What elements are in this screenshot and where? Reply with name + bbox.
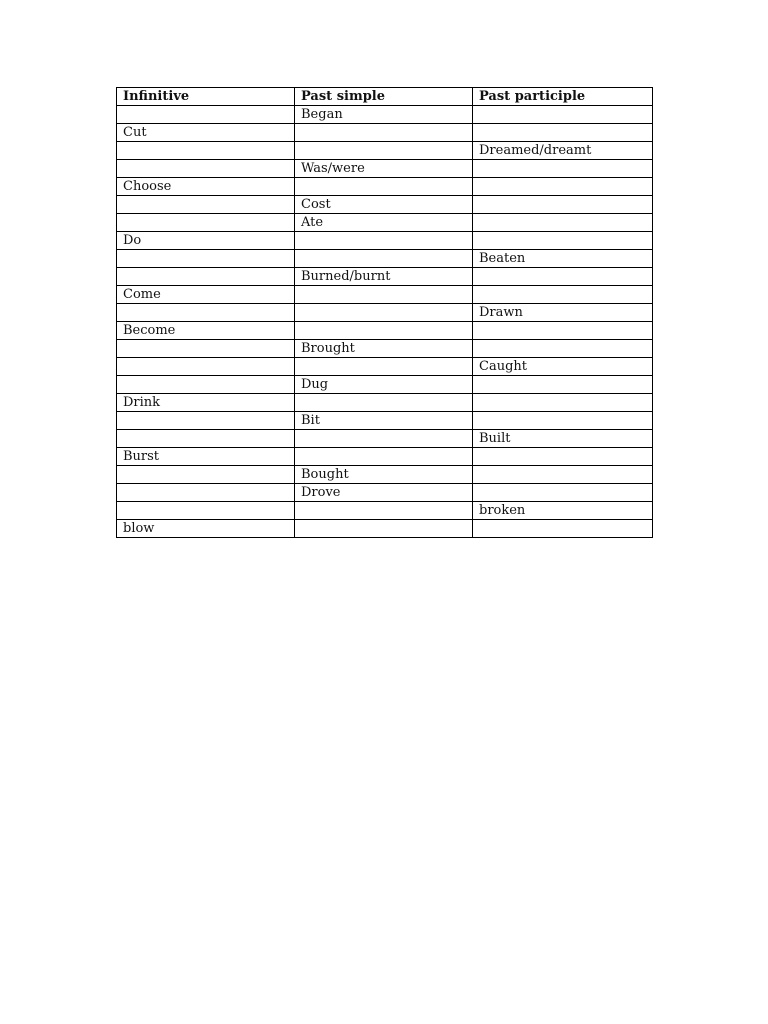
- past-simple-cell: Brought: [295, 340, 473, 358]
- header-past-participle: Past participle: [473, 88, 653, 106]
- infinitive-cell: [117, 502, 295, 520]
- past-simple-cell: Began: [295, 106, 473, 124]
- past-participle-cell: broken: [473, 502, 653, 520]
- past-participle-cell: [473, 322, 653, 340]
- infinitive-cell: [117, 196, 295, 214]
- infinitive-cell: [117, 358, 295, 376]
- infinitive-cell: Choose: [117, 178, 295, 196]
- past-participle-cell: [473, 106, 653, 124]
- past-participle-cell: [473, 124, 653, 142]
- past-simple-cell: Ate: [295, 214, 473, 232]
- infinitive-cell: Come: [117, 286, 295, 304]
- infinitive-cell: Become: [117, 322, 295, 340]
- past-participle-cell: [473, 178, 653, 196]
- infinitive-cell: [117, 106, 295, 124]
- infinitive-cell: [117, 376, 295, 394]
- infinitive-cell: Drink: [117, 394, 295, 412]
- table-row: [117, 322, 653, 340]
- past-simple-cell: [295, 232, 473, 250]
- past-participle-cell: [473, 268, 653, 286]
- infinitive-cell: [117, 412, 295, 430]
- past-simple-cell: Bought: [295, 466, 473, 484]
- past-participle-cell: [473, 214, 653, 232]
- past-simple-cell: Burned/burnt: [295, 268, 473, 286]
- table-row: [117, 466, 653, 484]
- table-row: [117, 106, 653, 124]
- past-participle-cell: [473, 160, 653, 178]
- past-simple-cell: [295, 448, 473, 466]
- past-simple-cell: [295, 142, 473, 160]
- infinitive-cell: Cut: [117, 124, 295, 142]
- past-simple-cell: Was/were: [295, 160, 473, 178]
- table-row: [117, 358, 653, 376]
- past-simple-cell: Drove: [295, 484, 473, 502]
- past-simple-cell: Dug: [295, 376, 473, 394]
- table-row: [117, 340, 653, 358]
- infinitive-cell: [117, 250, 295, 268]
- past-participle-cell: Caught: [473, 358, 653, 376]
- past-participle-cell: [473, 376, 653, 394]
- past-participle-cell: [473, 466, 653, 484]
- infinitive-cell: [117, 430, 295, 448]
- infinitive-cell: Do: [117, 232, 295, 250]
- past-simple-cell: [295, 520, 473, 538]
- table-row: [117, 376, 653, 394]
- table-header: [117, 88, 653, 106]
- infinitive-cell: [117, 214, 295, 232]
- header-row: [117, 88, 653, 106]
- infinitive-cell: [117, 484, 295, 502]
- header-past-simple: Past simple: [295, 88, 473, 106]
- past-simple-cell: [295, 250, 473, 268]
- past-simple-cell: [295, 178, 473, 196]
- past-participle-cell: [473, 196, 653, 214]
- table-row: [117, 160, 653, 178]
- past-participle-cell: [473, 286, 653, 304]
- past-simple-cell: [295, 322, 473, 340]
- table-row: [117, 286, 653, 304]
- table-row: [117, 232, 653, 250]
- table-row: [117, 196, 653, 214]
- past-participle-cell: [473, 412, 653, 430]
- past-participle-cell: Drawn: [473, 304, 653, 322]
- table-body: [117, 106, 653, 538]
- infinitive-cell: [117, 268, 295, 286]
- table-row: [117, 142, 653, 160]
- table-row: [117, 520, 653, 538]
- past-simple-cell: [295, 124, 473, 142]
- past-participle-cell: Beaten: [473, 250, 653, 268]
- irregular-verbs-table: [116, 87, 653, 538]
- past-simple-cell: [295, 430, 473, 448]
- infinitive-cell: [117, 340, 295, 358]
- past-participle-cell: Dreamed/dreamt: [473, 142, 653, 160]
- past-simple-cell: [295, 304, 473, 322]
- past-simple-cell: [295, 502, 473, 520]
- table-row: [117, 124, 653, 142]
- table-row: [117, 214, 653, 232]
- infinitive-cell: blow: [117, 520, 295, 538]
- table-row: [117, 304, 653, 322]
- table-row: [117, 412, 653, 430]
- past-participle-cell: [473, 340, 653, 358]
- infinitive-cell: [117, 160, 295, 178]
- table-row: [117, 178, 653, 196]
- past-participle-cell: Built: [473, 430, 653, 448]
- past-participle-cell: [473, 232, 653, 250]
- header-infinitive: Infinitive: [117, 88, 295, 106]
- table-row: [117, 448, 653, 466]
- table-row: [117, 394, 653, 412]
- past-simple-cell: Bit: [295, 412, 473, 430]
- past-simple-cell: [295, 286, 473, 304]
- past-simple-cell: [295, 394, 473, 412]
- infinitive-cell: [117, 142, 295, 160]
- past-simple-cell: Cost: [295, 196, 473, 214]
- past-participle-cell: [473, 520, 653, 538]
- past-participle-cell: [473, 484, 653, 502]
- table-row: [117, 484, 653, 502]
- infinitive-cell: [117, 304, 295, 322]
- table-row: [117, 250, 653, 268]
- past-participle-cell: [473, 394, 653, 412]
- infinitive-cell: [117, 466, 295, 484]
- table-row: [117, 268, 653, 286]
- past-participle-cell: [473, 448, 653, 466]
- past-simple-cell: [295, 358, 473, 376]
- infinitive-cell: Burst: [117, 448, 295, 466]
- table-row: [117, 502, 653, 520]
- table-row: [117, 430, 653, 448]
